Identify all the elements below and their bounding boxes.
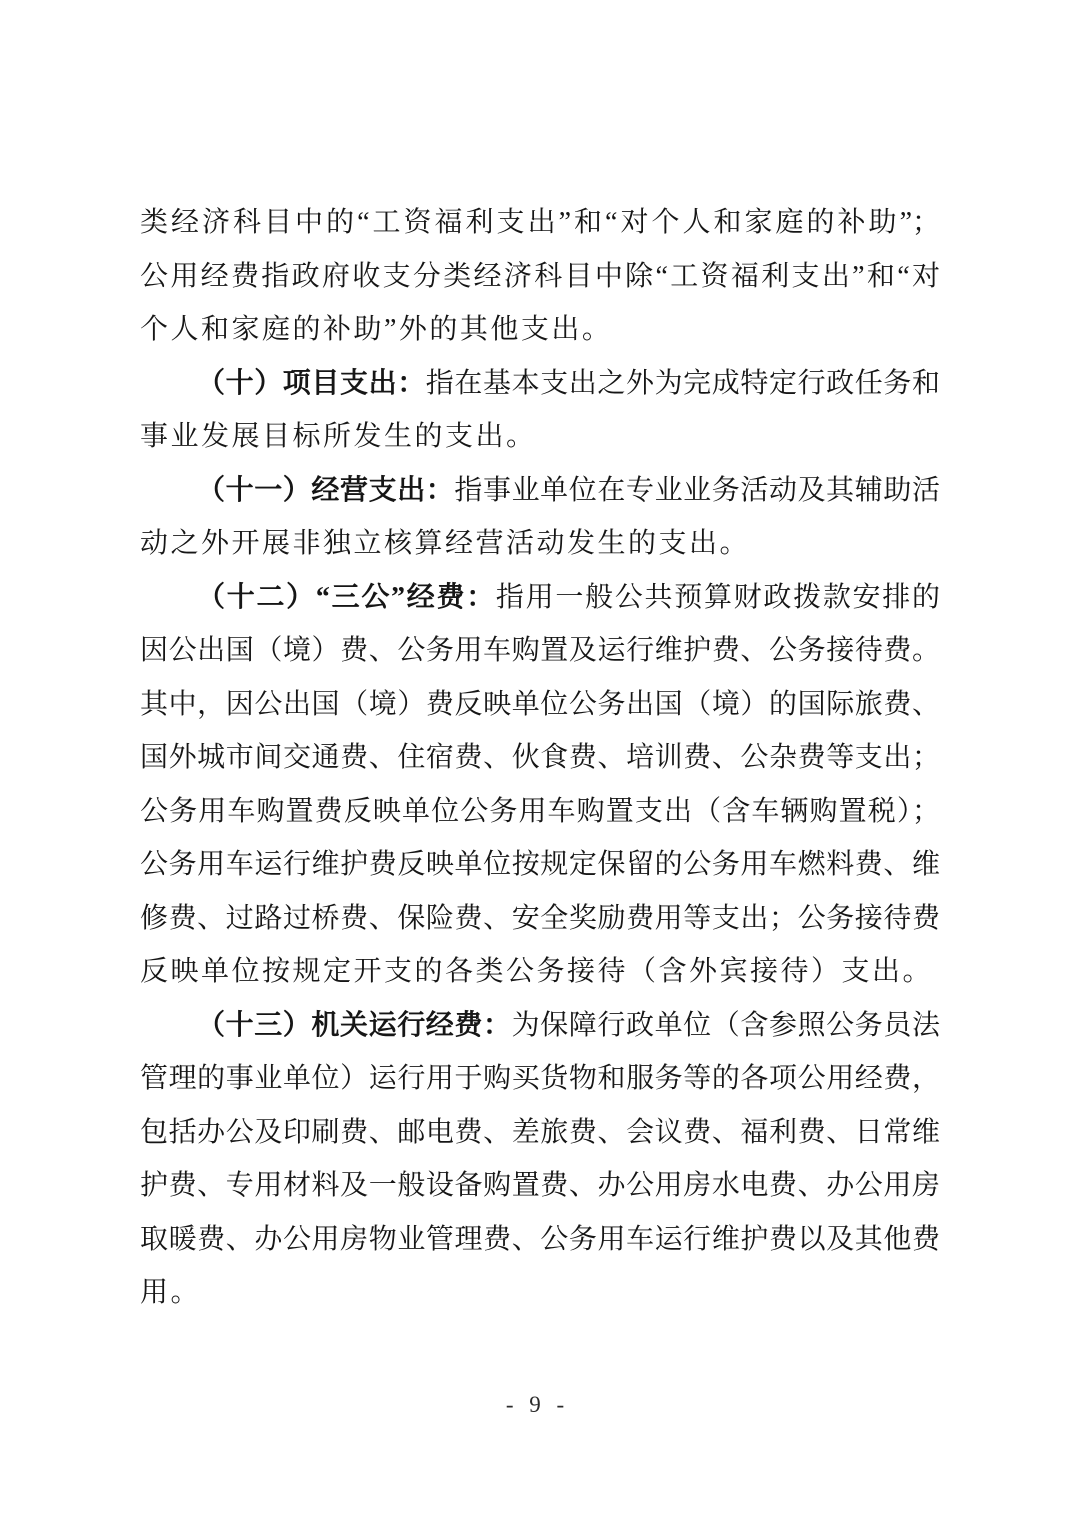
text-segment: 指用一般公共预算财政拨款安排的: [495, 581, 940, 613]
text-segment: 管理的事业单位）运行用于购买货物和服务等的各项公用经费，: [140, 1063, 940, 1094]
text-segment: 因公出国（境）费、公务用车购置及运行维护费、公务接待费。: [140, 635, 940, 666]
text-line: [140, 517, 940, 571]
text-line: [140, 624, 940, 678]
text-line: [140, 1213, 940, 1267]
text-line: [140, 892, 940, 946]
text-line: [140, 785, 940, 839]
page-footer: [0, 1392, 1075, 1418]
text-line: [140, 999, 940, 1053]
text-line: [140, 678, 940, 732]
text-segment: 修费、过路过桥费、保险费、安全奖励费用等支出；公务接待费: [140, 902, 940, 934]
text-segment: 为保障行政单位（含参照公务员法: [511, 1009, 940, 1041]
definition-term: （十）项目支出：: [197, 367, 426, 399]
text-line: [140, 410, 940, 464]
text-segment: 个人和家庭的补助”外的其他支出。: [140, 314, 613, 345]
text-segment: 公用经费指政府收支分类经济科目中除“工资福利支出”和“对: [140, 260, 940, 292]
text-segment: 公务用车运行维护费反映单位按规定保留的公务用车燃料费、维: [140, 849, 940, 880]
text-line: [140, 1159, 940, 1213]
text-line: [140, 945, 940, 999]
text-segment: 指事业单位在专业业务活动及其辅助活: [454, 474, 940, 506]
text-segment: 包括办公及印刷费、邮电费、差旅费、会议费、福利费、日常维: [140, 1116, 940, 1148]
text-line: [140, 731, 940, 785]
text-line: [140, 303, 940, 357]
text-line: [140, 250, 940, 304]
text-segment: 事业发展目标所发生的支出。: [140, 421, 537, 452]
text-line: [140, 464, 940, 518]
definition-term: （十三）机关运行经费：: [197, 1009, 512, 1041]
text-line: [140, 571, 940, 625]
definition-term: （十一）经营支出：: [197, 474, 455, 506]
text-segment: 用。: [140, 1277, 202, 1308]
definition-term: （十二）“三公”经费：: [197, 581, 496, 613]
text-segment: 公务用车购置费反映单位公务用车购置支出（含车辆购置税）；: [140, 795, 940, 827]
text-segment: 反映单位按规定开支的各类公务接待（含外宾接待）支出。: [140, 956, 934, 987]
text-segment: 其中，因公出国（境）费反映单位公务出国（境）的国际旅费、: [140, 688, 940, 720]
text-segment: 取暖费、办公用房物业管理费、公务用车运行维护费以及其他费: [140, 1223, 940, 1255]
text-segment: 类经济科目中的“工资福利支出”和“对个人和家庭的补助”；: [140, 207, 940, 238]
text-segment: 动之外开展非独立核算经营活动发生的支出。: [140, 528, 751, 559]
text-line: [140, 1052, 940, 1106]
text-segment: 护费、专用材料及一般设备购置费、办公用房水电费、办公用房: [140, 1170, 940, 1201]
document-body: [140, 196, 940, 1320]
text-line: [140, 357, 940, 411]
text-line: [140, 838, 940, 892]
text-line: [140, 1106, 940, 1160]
text-segment: 国外城市间交通费、住宿费、伙食费、培训费、公杂费等支出；: [140, 742, 940, 773]
page-number: - 9 -: [505, 1392, 570, 1417]
text-line: [140, 1266, 940, 1320]
text-line: [140, 196, 940, 250]
text-segment: 指在基本支出之外为完成特定行政任务和: [425, 367, 940, 399]
